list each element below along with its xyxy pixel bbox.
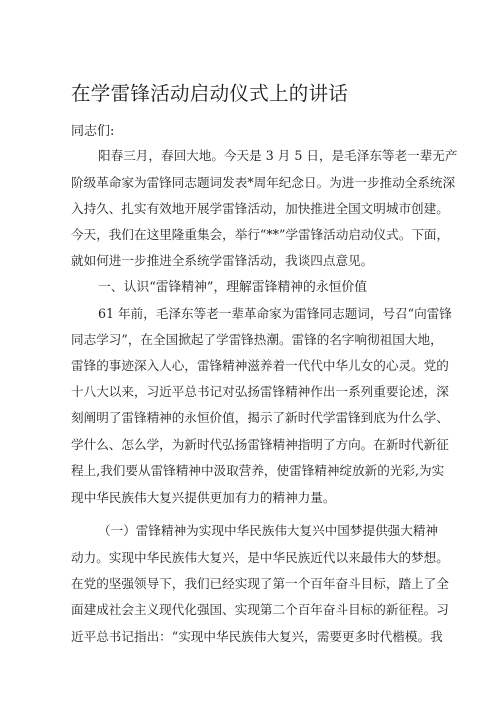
paragraph-line: 阳春三月，春回大地。今天是 3 月 5 日，是毛泽东等老一辈无产 <box>98 148 458 163</box>
paragraph-line: 雷锋的事迹深入人心，雷锋精神滋养着一代代中华儿女的心灵。党的 <box>71 358 449 373</box>
paragraph-line: 程上,我们要从雷锋精神中汲取营养，使雷锋精神绽放新的光彩,为实 <box>71 463 445 478</box>
page-title: 在学雷锋活动启动仪式上的讲话 <box>71 82 349 105</box>
section-heading: 一、认识“雷锋精神”，理解雷锋精神的永恒价值 <box>98 280 368 295</box>
paragraph-line: 十八大以来，习近平总书记对弘扬雷锋精神作出一系列重要论述，深 <box>71 384 449 399</box>
paragraph-line: 61 年前，毛泽东等老一辈革命家为雷锋同志题词，号召“向雷锋 <box>98 306 452 321</box>
paragraph-line: 就如何进一步推进全系统学雷锋活动，我谈四点意见。 <box>71 253 374 268</box>
salutation: 同志们: <box>71 124 115 139</box>
paragraph-line: 现中华民族伟大复兴提供更加有力的精神力量。 <box>71 490 336 505</box>
paragraph-line: 阶级革命家为雷锋同志题词发表*周年纪念日。为进一步推动全系统深 <box>71 175 456 190</box>
paragraph-line: 今天，我们在这里隆重集会，举行“**”学雷锋活动启动仪式。下面， <box>71 227 450 242</box>
paragraph-line: 动力。实现中华民族伟大复兴，是中华民族近代以来最伟大的梦想。 <box>71 550 449 565</box>
subsection-line: （一）雷锋精神为实现中华民族伟大复兴中国梦提供强大精神 <box>98 523 439 538</box>
paragraph-line: 在党的坚强领导下，我们已经实现了第一个百年奋斗目标，踏上了全 <box>71 576 449 591</box>
paragraph-line: 入持久、扎实有效地开展学雷锋活动，加快推进全国文明城市创建。 <box>71 201 449 216</box>
paragraph-line: 学什么、怎么学，为新时代弘扬雷锋精神指明了方向。在新时代新征 <box>71 437 449 452</box>
paragraph-line: 近平总书记指出：“实现中华民族伟大复兴，需要更多时代楷模。我 <box>71 629 443 644</box>
paragraph-line: 同志学习”，在全国掀起了学雷锋热潮。雷锋的名字响彻祖国大地， <box>71 332 443 347</box>
paragraph-line: 刻阐明了雷锋精神的永恒价值，揭示了新时代学雷锋到底为什么学、 <box>71 410 449 425</box>
paragraph-line: 面建成社会主义现代化强国、实现第二个百年奋斗目标的新征程。习 <box>71 602 449 617</box>
